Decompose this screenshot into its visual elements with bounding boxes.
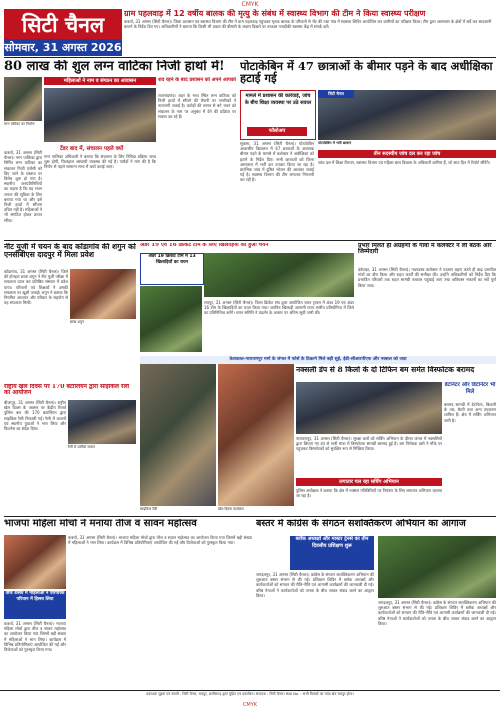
photo-cricket-2 xyxy=(204,253,354,297)
story-searching-body: पुलिस अधीक्षक ने बताया कि क्षेत्र में नक्सल गतिविधियों पर नियंत्रण के लिए लगातार अभियान चलाया जा रहा है। xyxy=(296,488,442,499)
photo-cycle-1 xyxy=(68,400,136,444)
masthead-body: कवर्धा, 31 अगस्त (सिटी चैनल)। जिला प्रशासन एवं स्वास्थ्य विभाग की टीम ने ग्राम पहलवाड़ पहुंचकर मृतक बालक के परिजनों से भेंट की तथा गांव में स्वास्थ्य शिविर आयोजित कर ग्रामीणों का परीक्षण किया। टीम द्वारा आसपास के क्षेत्रों में सर्वे कर सावधानी बरतने के निर्देश दिए गए। अधिकारियों ने बताया कि किसी भी प्रकार की बीमारी के लक्षण दिखने पर तत्काल नजदीकी स्वास्थ्य केंद्र में संपर्क करें। xyxy=(124,19,492,29)
photo-cricket-1 xyxy=(140,286,202,352)
cricket-box: अंडर 19 क्रिकेट टीम में 13 खिलाड़ियों का चयन xyxy=(140,253,204,285)
footer-imprint xyxy=(0,690,500,708)
newspaper-title: सिटी चैनल xyxy=(21,12,105,37)
story-neet-body: कोंडागांव, 31 अगस्त (सिटी चैनल)। जिले की होनहार छात्रा शगुन ने नीट यूजी परीक्षा में सफलता प्राप्त कर प्रतिष्ठित संस्थान में प्रवेश पाया। परिजनों एवं शिक्षकों ने उसकी सफलता पर खुशी जताई। शगुन ने बताया कि नियमित अध्ययन और परिवार के सहयोग से यह सफलता मिली। xyxy=(4,269,68,306)
photo-potakebin-wrap xyxy=(318,90,496,140)
story-collector-body: दंतेवाड़ा, 31 अगस्त (सिटी चैनल)। नवपदस्थ कलेक्टर ने पदभार ग्रहण करते ही बाढ़ प्रभावित गांवों का दौरा किया और राहत कार्यों की समीक्षा की। उन्होंने अधिकारियों को निर्देश दिए कि प्रभावित परिवारों तक राहत सामग्री तत्काल पहुंचाई जाए तथा क्षतिग्रस्त मकानों का सर्वे पूर्ण किया जाए। xyxy=(358,267,496,288)
congress-box: ब्लॉक अध्यक्षों और मास्टर ट्रेनर्स का तीन दिवसीय प्रशिक्षण शुरू xyxy=(290,536,374,570)
city-channel-badge: सिटी चैनल xyxy=(318,90,354,98)
photo-lagn-vatika xyxy=(4,77,42,121)
story-congress-body: जगदलपुर, 31 अगस्त (सिटी चैनल)। कांग्रेस के संगठन सशक्तिकरण अभियान की शुरुआत बस्तर संभाग से की गई। प्रशिक्षण शिविर में ब्लॉक अध्यक्षों और कार्यकर्ताओं को संगठन की रीति-नीति एवं आगामी कार्यक्रमों की जानकारी दी गई। वरिष्ठ नेताओं ने कार्यकर्ताओं को जनता के बीच जाकर संवाद करने का आह्वान किया। xyxy=(256,572,374,598)
story-left-column: कवर्धा, 31 अगस्त (सिटी चैनल)। नगर पालिका द्वारा निर्मित लग्न वाटिका का संचालन निजी एजेंसी को दिए जाने के प्रस्ताव पर विरोध शुरू हो गया है। स्थानीय जनप्रतिनिधियों का कहना है कि यह भवन जनता की सुविधा के लिए बनाया गया था और इसे निजी हाथों में सौंपना उचित नहीं है। महिलाओं ने भी संगठित होकर ज्ञापन सौंपा। xyxy=(4,150,42,223)
story-tender-body: नगर पालिका अधिकारी ने बताया कि संचालन के लिए निविदा प्रक्रिया जल्द शुरू होगी, फिलहाल अस्थायी व्यवस्था की गई है। पार्षदों ने मांग की है कि निर्णय से पहले सामान्य सभा में चर्चा कराई जाए। xyxy=(44,154,156,170)
inset-box xyxy=(240,90,316,140)
side-headline: शव रहने के बाद प्रशासन को अपने आपको xyxy=(158,77,236,83)
bjp-box: तीज उत्सव में महिलाओं ने पारंपरिक परिधान में हिस्सा लिया xyxy=(4,591,66,619)
naxal-sidebar xyxy=(444,382,496,514)
headline-lagn-vatika: 80 लाख की शुल लग्न वाटिका निजी हाथों में! xyxy=(4,60,225,74)
naxal-side-title: डेटोनेटर और डिटोनेटर भी मिले xyxy=(444,382,496,395)
photo-cycle-3 xyxy=(218,356,294,506)
caption-cycle-2: साइकिल रैली xyxy=(140,507,158,511)
subhead-probe-team: तीन सदस्यीय जांच दल कर रहा जांच xyxy=(318,150,496,158)
photo-neet xyxy=(70,269,136,319)
masthead-lead-story xyxy=(124,9,496,56)
headline-bjp: भाजपा महिला मोर्चा ने मनाया तीज व सावन महोत्सव xyxy=(4,519,197,529)
headline-potakebin: पोटाकेबिन में 47 छात्राओं के बीमार पड़ने के बाद अधीक्षिका हटाई गई xyxy=(240,60,493,86)
photo-lagn-building xyxy=(44,88,156,142)
story-probe-body: जांच दल में शिक्षा विभाग, स्वास्थ्य विभाग एवं महिला बाल विकास के अधिकारी शामिल हैं, जो सात दिन में रिपोर्ट सौंपेंगे। xyxy=(318,160,491,165)
caption-cycle-3: खेल दिवस कार्यक्रम xyxy=(218,507,244,511)
issue-date: सोमवार, 31 अगस्त 2026 xyxy=(4,41,122,54)
headline-collector: प्रभार मिलते ही अग्रहणों के गांवों में कलेक्टर ने ली बैठक और जिम्मेदारी xyxy=(358,243,492,256)
photo-bjp xyxy=(4,535,66,589)
caption-cycle-1: रैली में शामिल जवान xyxy=(68,445,95,449)
inset-title: मामले में प्रशासन की कार्रवाई, जांच के बीच शिक्षा व्यवस्था पर उठे सवाल xyxy=(244,93,312,106)
side-body: राजनांदगांव। शहर के मध्य स्थित लग्न वाटिका को निजी हाथों में सौंपने की तैयारी पर नागरिकों ने नाराजगी जताई है। करोड़ों की लागत से बने भवन को संचालन के नाम पर अनुबंध में देने की प्रक्रिया पर सवाल उठ रहे हैं। xyxy=(158,93,236,119)
divider xyxy=(4,240,496,241)
story-bjp-left: कवर्धा, 31 अगस्त (सिटी चैनल)। भाजपा महिला मोर्चा द्वारा तीज व सावन महोत्सव का आयोजन किया गया जिसमें बड़ी संख्या में महिलाओं ने भाग लिया। कार्यक्रम में विभिन्न प्रतियोगिताएं आयोजित की गईं और विजेताओं को पुरस्कृत किया गया। xyxy=(4,621,66,653)
photo-naxal xyxy=(296,382,442,434)
inset-followup: फॉलोअप xyxy=(247,127,307,136)
headline-neet: नीट यूजी में चयन के बाद कोंडागांव की शगुन को एनसीबीएस दादपुर में मिला प्रवेश xyxy=(4,243,136,259)
masthead-logo-block xyxy=(4,9,122,56)
headline-cycle-rally: राष्ट्रीय खेल दिवस पर 170 बटालियन द्वारा साइकिल रैली का आयोजन xyxy=(4,384,130,397)
subhead-searching: लगातार चल रहा सर्चिंग अभियान xyxy=(296,478,442,486)
caption-neet: छात्रा शगुन xyxy=(70,320,84,324)
headline-cricket: अंडर 19 एवं 16 क्रिकेट टीम के लिए खिलाड़ियों का हुआ चयन xyxy=(140,243,269,248)
footer-text: प्रकाशक मुद्रक एवं स्वामी : सिटी चैनल, रायपुर, छत्तीसगढ़ द्वारा मुद्रित एवं प्रकाशित। संपादक : सिटी चैनल। RNI No. : सभी विवादों का न्याय क्षेत्र रायपुर होगा। xyxy=(146,692,354,696)
photo-congress xyxy=(378,536,496,598)
divider xyxy=(4,57,496,58)
naxal-side-body: बरामद सामग्री में डेटोनेटर, बिजली के तार, बैटरी तथा अन्य उपकरण शामिल हैं। क्षेत्र में सर्चिंग अभियान जारी है। xyxy=(444,402,496,423)
kicker-banner: महिलाओं ने नाम व संगठन का आवासन xyxy=(44,77,156,85)
masthead-headline: ग्राम पहलवाड़ में 12 वर्षीय बालक की मृत्यु के संबंध में स्वास्थ्य विभाग की टीम ने किया स्वास्थ्य परीक्षण xyxy=(124,9,426,18)
photo-cycle-2 xyxy=(140,356,216,506)
subhead-tender: टेंडर बाद में, संचालन पहले क्यों xyxy=(60,146,124,152)
cmyk-marker-bottom: CMYK xyxy=(242,702,258,708)
headline-congress: बस्तर में कांग्रेस के संगठन सशक्तिकरण अभियान का आगाज xyxy=(256,519,466,529)
story-cycle-body: बीजापुर, 31 अगस्त (सिटी चैनल)। राष्ट्रीय खेल दिवस के अवसर पर केंद्रीय रिजर्व पुलिस बल की 170 बटालियन द्वारा साइकिल रैली निकाली गई। रैली में जवानों एवं स्थानीय युवाओं ने भाग लिया और फिटनेस का संदेश दिया। xyxy=(4,400,66,432)
story-bjp-body: कवर्धा, 31 अगस्त (सिटी चैनल)। भाजपा महिला मोर्चा द्वारा तीज व सावन महोत्सव का आयोजन किया गया जिसमें बड़ी संख्या में महिलाओं ने भाग लिया। कार्यक्रम में विभिन्न प्रतियोगिताएं आयोजित की गईं और विजेताओं को पुरस्कृत किया गया। xyxy=(68,535,252,546)
story-naxal-body: नारायणपुर, 31 अगस्त (सिटी चैनल)। सुरक्षा बलों को सर्चिंग अभियान के दौरान जंगल में नक्सलियों द्वारा छिपाए गए डंप से भारी मात्रा में विस्फोटक सामग्री बरामद हुई है। बम निरोधक दस्ते ने मौके पर पहुंचकर विस्फोटकों को सुरक्षित रूप से निष्क्रिय किया। xyxy=(296,436,442,452)
masthead xyxy=(4,9,496,56)
story-cricket-body: रायपुर, 31 अगस्त (सिटी चैनल)। जिला क्रिकेट संघ द्वारा आयोजित चयन ट्रायल में अंडर 19 एवं अंडर 16 टीम के खिलाड़ियों का चयन किया गया। चयनित खिलाड़ी आगामी राज्य स्तरीय प्रतियोगिता में जिले का प्रतिनिधित्व करेंगे। चयन समिति ने प्रदर्शन के आधार पर अंतिम सूची जारी की। xyxy=(204,300,354,316)
story-congress-body-2: जगदलपुर, 31 अगस्त (सिटी चैनल)। कांग्रेस के संगठन सशक्तिकरण अभियान की शुरुआत बस्तर संभाग से की गई। प्रशिक्षण शिविर में ब्लॉक अध्यक्षों और कार्यकर्ताओं को संगठन की रीति-नीति एवं आगामी कार्यक्रमों की जानकारी दी गई। वरिष्ठ नेताओं ने कार्यकर्ताओं को जनता के बीच जाकर संवाद करने का आह्वान किया। xyxy=(378,600,496,626)
banner-strip: केशकाल-नारायणपुर मार्ग के जंगल में फोर्स के ठिकाने मिले बड़ी सुई, ईडी-सीआरपीएफ और नक्सल को जवा xyxy=(140,356,496,364)
divider xyxy=(4,516,496,517)
story-potakebin-body: सुकमा, 31 अगस्त (सिटी चैनल)। पोटाकेबिन आवासीय विद्यालय में 47 छात्राओं के अचानक बीमार पड़ने के मामले में कलेक्टर ने अधीक्षिका को हटाने के निर्देश दिए। सभी छात्राओं को जिला अस्पताल में भर्ती कर उपचार किया जा रहा है। प्रारंभिक जांच में दूषित भोजन की आशंका जताई गई है। स्वास्थ्य विभाग की टीम लगातार निगरानी कर रही है। xyxy=(240,141,314,183)
headline-naxal: नक्सली डंप से 8 किलो के दो टिफिन बम समेत विस्फोटक बरामद xyxy=(296,366,475,374)
caption-potakebin: पोटाकेबिन में भर्ती छात्राएं xyxy=(318,141,352,145)
caption-left: लग्न वाटिका का निर्माण xyxy=(4,122,35,126)
cmyk-marker-top: CMYK xyxy=(241,1,259,8)
